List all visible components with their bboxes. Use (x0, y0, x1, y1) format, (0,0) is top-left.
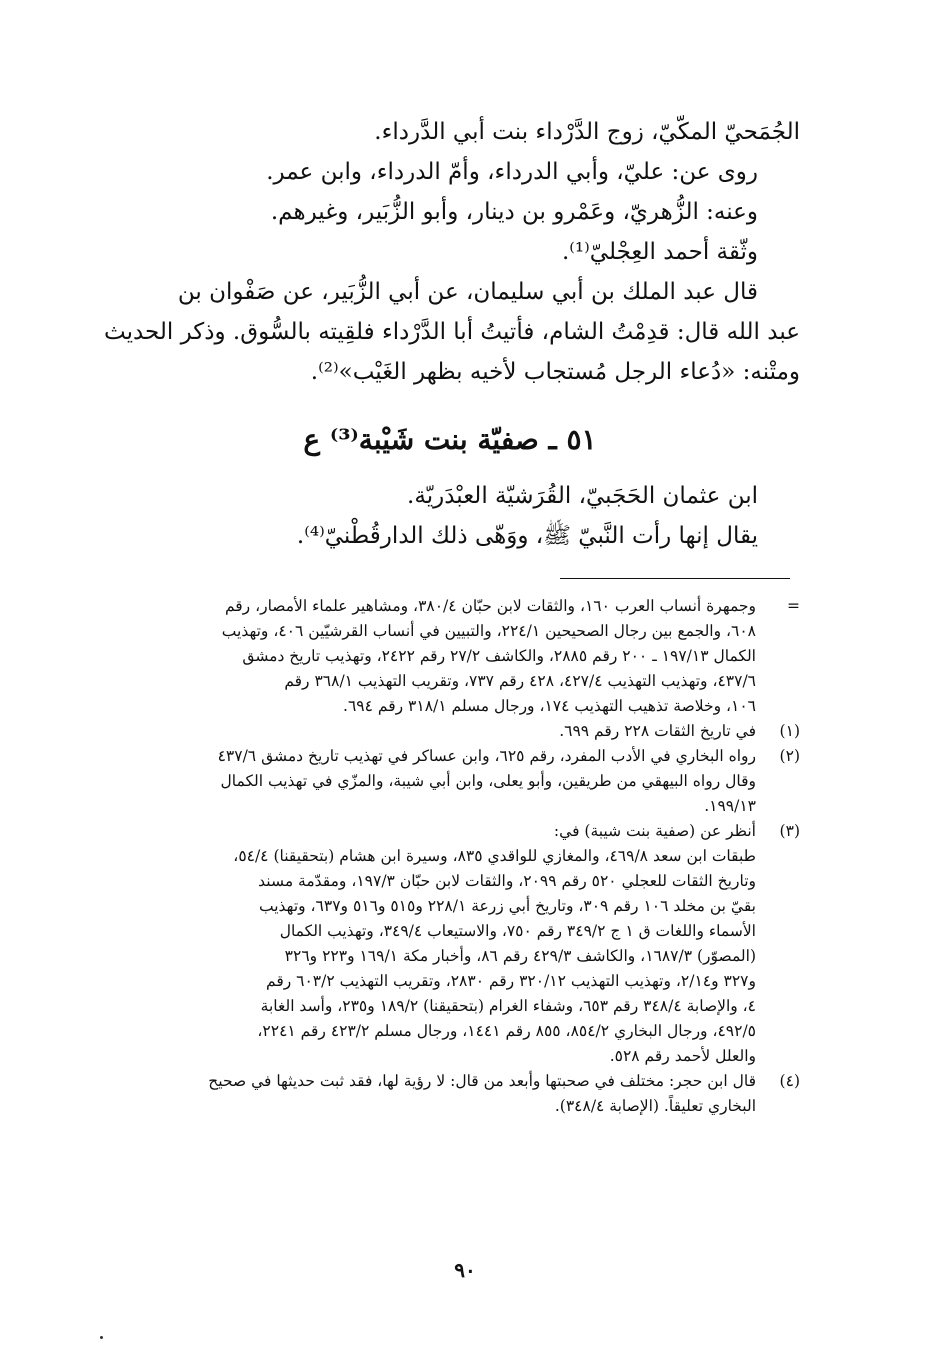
footnote-mark: = (787, 597, 800, 615)
footnote-line: بقيّ بن مخلد ١٠٦ رقم ٣٠٩، وتاريخ أبي زرعة ٢٢٨/١ و٥١٥ و٥١٦ و٦٣٧، وتهذيب (259, 897, 756, 915)
main-line: روى عن: عليّ، وأبي الدرداء، وأمّ الدرداء، وابن عمر. (266, 159, 758, 185)
footnote-2 (104, 744, 800, 819)
footnote-line: الأسماء واللغات ق ١ ج ٣٤٩/٢ رقم ٧٥٠، والاستيعاب ٣٤٩/٤، وتهذيب الكمال (279, 922, 756, 940)
footnote-line: رواه البخاري في الأدب المفرد، رقم ٦٢٥، وابن عساكر في تهذيب تاريخ دمشق ٤٣٧/٦ (217, 747, 756, 765)
main-line: عبد الله قال: قدِمْتُ الشام، فأتيتُ أبا الدَّرْداء فلقِيته بالسُّوق. وذكر الحديث (104, 319, 800, 345)
footnote-line: قال ابن حجر: مختلف في صحبتها وأبعد من قال: لا رؤية لها، فقد ثبت حديثها في صحيح (208, 1072, 756, 1090)
footnote-line: ٤٣٧/٦، وتهذيب التهذيب ٤٢٧/٤، ٤٢٨ رقم ٧٣٧، وتقريب التهذيب ٣٦٨/١ رقم (284, 672, 756, 690)
main-line: وثّقة أحمد العِجْليّ⁽¹⁾. (561, 239, 758, 265)
footnote-1 (104, 719, 800, 744)
page-number: ٩٠ (454, 1258, 476, 1282)
footnote-line: أنظر عن (صفية بنت شيبة) في: (553, 822, 756, 840)
footnote-line: وقال رواه البيهقي من طريقين، وأبو يعلى، وابن أبي شيبة، والمزّي في تهذيب الكمال (220, 772, 756, 790)
main-line: وعنه: الزُّهريّ، وعَمْرو بن دينار، وأبو الزُّبَير، وغيرهم. (270, 199, 758, 225)
footnote-line: ٤٩٢/٥، ورجال البخاري ٨٥٤/٢، ٨٥٥ رقم ١٤٤١، ورجال مسلم ٤٢٣/٢ رقم ٢٢٤١، (257, 1022, 756, 1040)
footnote-line: ١٩٩/١٣. (704, 797, 756, 815)
entry-text (100, 476, 800, 556)
footnote-mark: (٤) (779, 1072, 800, 1090)
footnote-3 (104, 819, 800, 1069)
main-line: الجُمَحيّ المكّيّ، زوج الدَّرْداء بنت أبي الدَّرداء. (374, 119, 800, 145)
footnote-line: وجمهرة أنساب العرب ١٦٠، والثقات لابن حبّان ٣٨٠/٤، ومشاهير علماء الأمصار، رقم (224, 597, 756, 615)
main-line: ومتْنه: «دُعاء الرجل مُستجاب لأخيه بظهر الغَيْب»⁽²⁾. (310, 359, 800, 385)
entry-heading: ٥١ ـ صفيّة بنت شَيْبة⁽³⁾ ع (303, 423, 597, 456)
footnote-line: ١٠٦، وخلاصة تذهيب التهذيب ١٧٤، ورجال مسلم ٣١٨/١ رقم ٦٩٤. (343, 697, 756, 715)
entry-line: يقال إنها رأت النَّبيّ ﷺ، ووَهّى ذلك الدارقُطْنيّ⁽⁴⁾. (296, 523, 758, 549)
entry-line: ابن عثمان الحَجَبيّ، القُرَشيّة العبْدَريّة. (407, 483, 758, 509)
main-text (100, 112, 800, 392)
footnote-mark: (٣) (779, 822, 800, 840)
footnote-line: ٦٠٨، والجمع بين رجال الصحيحين ٢٢٤/١، والتبيين في أنساب القرشيّين ٤٠٦، وتهذيب (221, 622, 756, 640)
footnote-line: البخاري تعليقاً. (الإصابة ٣٤٨/٤). (554, 1097, 756, 1115)
footnote-line: وتاريخ الثقات للعجلي ٥٢٠ رقم ٢٠٩٩، والثقات لابن حبّان ١٩٧/٣، ومقدّمة مسند (258, 872, 756, 890)
footnote-line: والعلل لأحمد رقم ٥٢٨. (609, 1047, 756, 1065)
footnote-line: الكمال ١٩٧/١٣ ـ ٢٠٠ رقم ٢٨٨٥، والكاشف ٢٧/٢ رقم ٢٤٢٢، وتهذيب تاريخ دمشق (242, 647, 756, 665)
footnote-line: (المصوّر) ١٦٨٧/٣، والكاشف ٤٢٩/٣ رقم ٨٦، وأخبار مكة ١٦٩/١ و٢٢٣ و٣٢٦ (284, 947, 756, 965)
footnote-separator (560, 578, 790, 579)
scan-speck (100, 1336, 103, 1339)
footnote-mark: (١) (779, 722, 800, 740)
main-line: قال عبد الملك بن أبي سليمان، عن أبي الزُّبَير، عن صَفْوان بن (177, 279, 758, 305)
footnote-4 (104, 1069, 800, 1119)
footnote-line: في تاريخ الثقات ٢٢٨ رقم ٦٩٩. (559, 722, 756, 740)
footnote-continued (104, 594, 800, 719)
footnote-line: طبقات ابن سعد ٤٦٩/٨، والمغازي للواقدي ٨٣٥، وسيرة ابن هشام (بتحقيقنا) ٥٤/٤، (233, 847, 756, 865)
footnote-line: ٤، والإصابة ٣٤٨/٤ رقم ٦٥٣، وشفاء الغرام (بتحقيقنا) ١٨٩/٢ و٢٣٥، وأسد الغابة (260, 997, 756, 1015)
footnotes (104, 594, 800, 1119)
footnote-line: و٣٢٧ و٢/١٤، وتهذيب التهذيب ٣٢٠/١٢ رقم ٢٨٣٠، وتقريب التهذيب ٦٠٣/٢ رقم (266, 972, 756, 990)
footnote-mark: (٢) (779, 747, 800, 765)
